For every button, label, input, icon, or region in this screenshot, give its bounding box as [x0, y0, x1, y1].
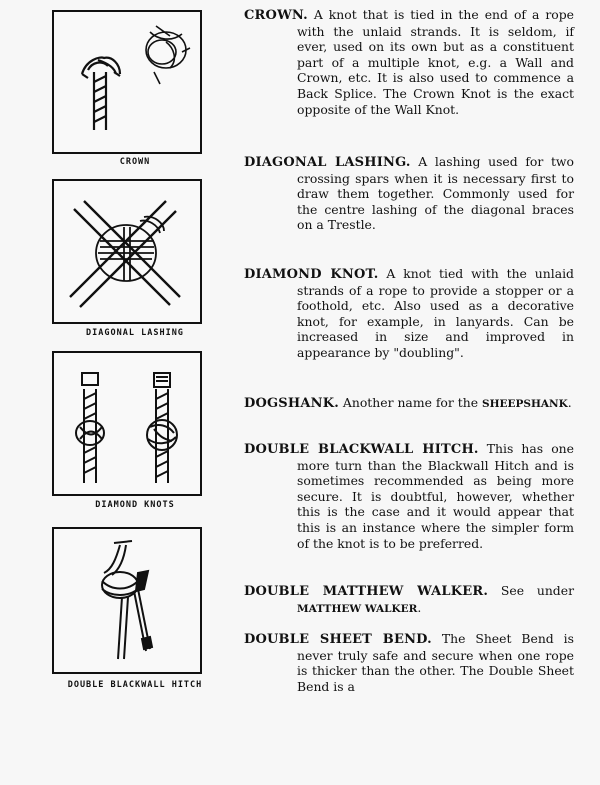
double-blackwall-hitch-illustration	[54, 529, 200, 672]
cross-reference: SHEEPSHANK	[481, 398, 568, 410]
entry-text: Another name for the	[338, 395, 482, 410]
glossary-entry-diagonal-lashing	[244, 154, 574, 233]
figure-caption: DOUBLE BLACKWALL HITCH	[67, 680, 203, 690]
glossary-entry-double-matthew-walker	[244, 583, 574, 617]
crown-figure	[52, 10, 202, 154]
diamond-knots-figure	[52, 351, 202, 496]
entry-headword: DIAMOND KNOT.	[244, 267, 379, 282]
glossary-entry-dogshank	[244, 395, 574, 413]
cross-reference: MATTHEW WALKER	[297, 602, 418, 615]
entry-headword: DOUBLE BLACKWALL HITCH.	[244, 442, 479, 457]
crown-knot-illustration	[54, 12, 200, 152]
entry-headword: DOUBLE MATTHEW WALKER.	[244, 584, 489, 599]
glossary-entry-diamond-knot	[244, 266, 574, 361]
figure-caption: DIAMOND KNOTS	[95, 500, 175, 510]
entry-text: A knot tied with the unlaid strands of a rope to provide a stopper or a foothold, etc. Also used as a decorative knot, for example, in lanyards. Can be increased in size and improved in appearance by "doubling".	[297, 266, 574, 360]
entry-headword: DOGSHANK.	[244, 396, 339, 411]
glossary-entry-crown	[244, 7, 574, 117]
figure-caption: CROWN	[119, 157, 151, 167]
entry-headword: DIAGONAL LASHING.	[244, 155, 411, 170]
entry-text: A lashing used for two crossing spars when it is necessary first to draw them together. Commonly used for the centre lashing of the diagonal braces on a Trestle.	[297, 154, 574, 233]
figure-caption: DIAGONAL LASHING	[86, 328, 184, 338]
diamond-knots-illustration	[54, 353, 200, 494]
entry-headword: DOUBLE SHEET BEND.	[244, 632, 432, 647]
entry-text: The Sheet Bend is never truly safe and secure when one rope is thicker than the other. The Double Sheet Bend is a	[297, 631, 574, 694]
entry-text: This has one more turn than the Blackwall Hitch and is sometimes recommended as being more secure. It is doubtful, however, whether this is the case and it would appear that this is an instance where the simpler form of the knot is to be preferred.	[297, 441, 574, 551]
entry-text-tail: .	[567, 395, 572, 410]
double-blackwall-hitch-figure	[52, 527, 202, 674]
glossary-entry-double-blackwall-hitch	[244, 441, 574, 551]
entry-text: See under	[488, 583, 574, 598]
entry-text: A knot that is tied in the end of a rope with the unlaid strands. It is seldom, if ever, used on its own but as a constituent part of a multiple knot, e.g. a Wall and Crown, etc. It is also used to commence a Back Splice. The Crown Knot is the exact opposite of the Wall Knot.	[297, 7, 574, 117]
entry-headword: CROWN.	[244, 8, 308, 23]
entry-text-tail: .	[417, 599, 422, 615]
glossary-entry-double-sheet-bend	[244, 631, 574, 694]
diagonal-lashing-illustration	[54, 181, 200, 322]
diagonal-lashing-figure	[52, 179, 202, 324]
